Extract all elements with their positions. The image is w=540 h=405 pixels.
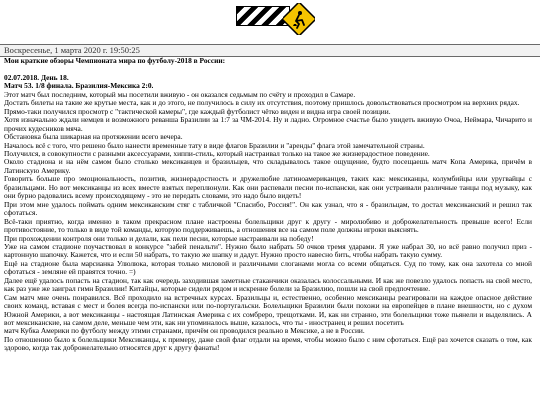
paragraph: Обстановка была шикарная на протяжении всего вечера. xyxy=(4,132,183,142)
paragraph: При прохождении контроля они только и делали, как пели песни, которые настраивали на победу! xyxy=(4,233,314,243)
construction-stripes xyxy=(236,6,290,26)
paragraph: Началось всё с того, что решено было нанести временные тату в виде флагов Бразилии и "аренды" флага этой замечательной страны. xyxy=(4,140,425,150)
paragraph: Всё-таки приятно, когда именно в таком прекрасном плане настроены болельщики друг к другу - миролюбиво и доброжелательность превыше всего! Если противостояние, то только в виде той команды, которую поддерживаешь, а отношения все на самом поле должны игроки выяснять. xyxy=(4,216,532,235)
paragraph: Около стадиона и на нём самом было столько мексиканцев и бразильцев, что складывалось такое ощущение, будто посещаешь матч Копа Америка, причём в Латинскую Америку. xyxy=(4,157,532,175)
paragraph: Этот матч был последним, который мы посетили вживую - он оказался седьмым по счёту и проходил в Самаре. xyxy=(4,89,356,99)
intro-text: Мои краткие обзоры Чемпионата мира по футболу-2018 в России: xyxy=(4,56,226,65)
page-header xyxy=(0,0,540,44)
paragraph: Сам матч мне очень понравился. Всё проходило на встречных курсах. Бразильцы и, естественно, особенно мексиканцы реагировали на каждое опасное действие своих команд, вставая с мест и болея всегда по-испански или по-португальски. Болельщики Бразилии были похожи на европейцев в плане внешности, но с духом Южной Америки, а вот мексиканцы - настоящая Латинская Америка с их сомбреро, трещотками. И, как ни странно, эти болельщики тоже пьянели и выделялись. А вот мексиканские, на самом деле, меньше чем эти, как ни упоминалось выше, казалось, что ты - иностранец и решил посетить xyxy=(4,292,532,328)
paragraph: Ещё на стадионе была марсианка Улюлюка, которая только миловой и различными слоганами могла со всеми общаться. Суд по тому, как она захотела со мной сфотаться - земляне ей правятся точно. =) xyxy=(4,258,532,277)
match-heading: Матч 53. 1/8 финала. Бразилия-Мексика 2:0. xyxy=(4,81,154,91)
paragraph: Достать билеты на такие же крутые места, как и до этого, не получилось в силу их отсутствия, поэтому пришлось довольствоваться просмотром на верхних рядах. xyxy=(4,98,520,108)
paragraph: Далее ещё удалось попасть на стадион, так как очередь заходившая заметные стаканчики оказалась колоссальными. И как же повезло удалось попасть на свой место, как раз уже же заиграл гимн Бразилии! Китайцы, которые сидели рядом и искренне болели за Бразилию, пошли на свой предпочтение. xyxy=(4,275,532,294)
paragraph: Получился, в совокупности с разными аксессуарами, хиппи-стиль, который настраивал только на такое же жизнерадостное поведение. xyxy=(4,148,430,158)
paragraph: Говорить больше про эмоциональность, позитив, жизнерадостность и дружелюбие латиноамериканцев, таких как: мексиканцы, колумбийцы или уругвайцы с бразильцами. Но вот мексиканцы из всех вместе взятых переплюнули. Как они распевали песни по-испански, как они устраивали различные танцы под музыку, как они бурно радовались всему происходящему - это не передать словами, это надо было видеть! xyxy=(4,174,532,201)
post-body xyxy=(4,57,532,353)
post-timestamp: Воскресенье, 1 марта 2020 г. 19:50:25 xyxy=(4,45,140,55)
paragraph-gap xyxy=(4,65,532,73)
paragraph: матч Кубка Америки по футболу между этими странами, причём он проводился реально в Мексике, а не в России. xyxy=(4,326,365,336)
paragraph: Хотя изначально ждали немцев и возможного реванша Бразилии за 1:7 за ЧМ-2014. Ну и ладно. Огромное счастье было увидеть вживую Очоа, Неймара, Чичарито и прочих кудесников мяча. xyxy=(4,115,532,133)
paragraph: По отношению было к болельщики Мексиканцы, к примеру, даже свой флаг отдали на время, чтобы можно было с ним сфотаться. Ещё раз хочется сказать о том, как здорово, когда так доброжелательно относятся друг к другу фанаты! xyxy=(4,334,532,353)
paragraph: Уже на самом стадионе поучаствовал в конкурсе "забей пенальти". Нужно было набрать 50 очков тремя ударами. Я уже набрал 30, но всё равно получил приз - картонную шапочку. Кажется, что и если 50 набрать, то такую же шапку и дадут. Нужно просто навесно бить, чтобы набрать такую сумму. xyxy=(4,241,532,260)
paragraph: Прямо-таки получился просмотр с "тактической камеры", где каждый футболист чётко виден и видна игра своей позиции. xyxy=(4,106,391,116)
roadwork-sign-icon xyxy=(283,3,315,35)
day-heading: 02.07.2018. День 18. xyxy=(4,72,69,82)
paragraph: При этом мне удалось поймать одним мексиканским стяг с табличкой "Спасибо, Россия!". Он как узнал, что я - бразильцам, то достал мексиканский и решил так сфотаться. xyxy=(4,199,532,218)
